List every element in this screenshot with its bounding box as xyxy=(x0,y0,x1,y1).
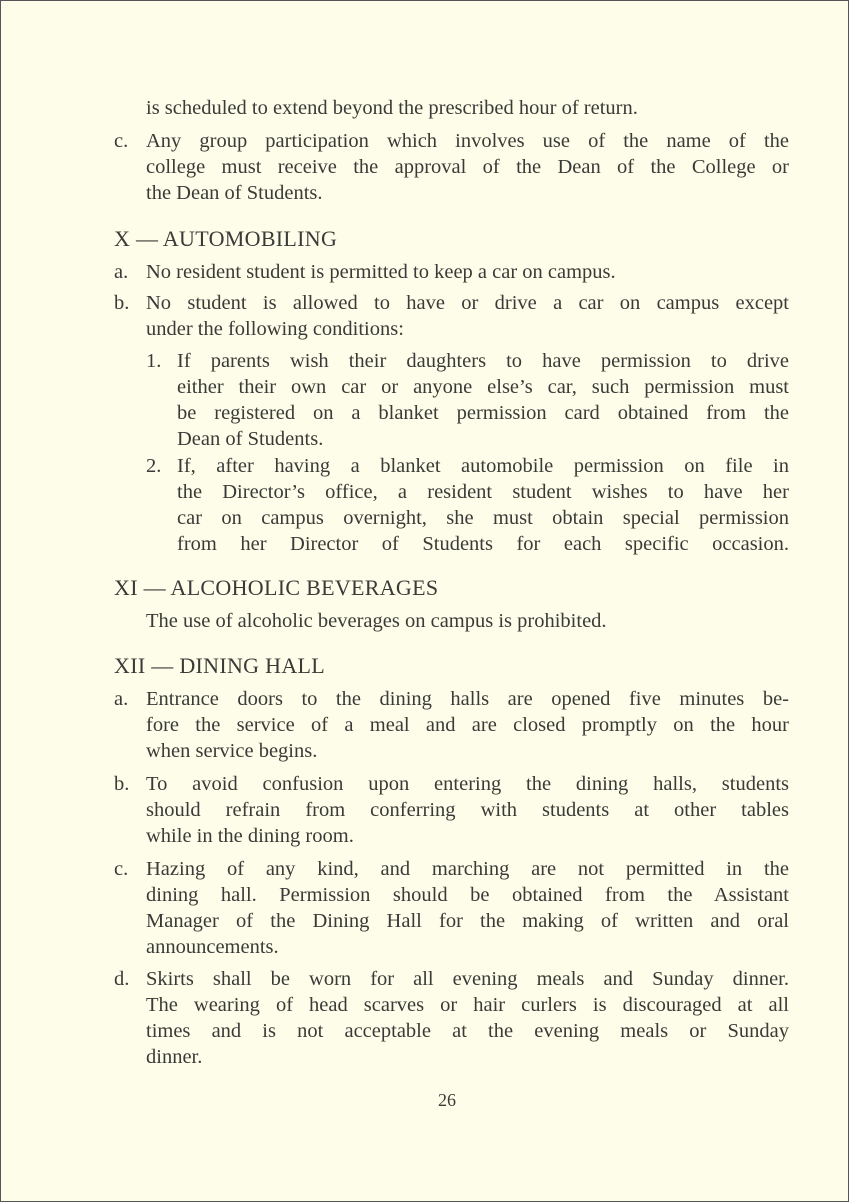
section-x-sub2-line-3: car on campus overnight, she must obtain special permission xyxy=(177,507,789,529)
section-x-a-label: a. xyxy=(114,261,129,283)
section-x-sub2-label: 2. xyxy=(146,455,162,477)
section-x-sub2-line-2: the Director’s office, a resident student wishes to have her xyxy=(177,481,789,503)
section-xii-c-line-2: dining hall. Permission should be obtained from the Assistant xyxy=(146,884,789,906)
section-xi-heading: XI — ALCOHOLIC BEVERAGES xyxy=(114,575,439,600)
section-x-heading: X — AUTOMOBILING xyxy=(114,226,338,251)
section-xii-d-line-1: Skirts shall be worn for all evening meals and Sunday dinner. xyxy=(146,968,789,990)
section-x-sub2-line-1: If, after having a blanket automobile permission on file in xyxy=(177,455,789,477)
section-xii-heading: XII — DINING HALL xyxy=(114,653,325,678)
item-c-label: c. xyxy=(114,130,129,152)
section-xii-c-line-1: Hazing of any kind, and marching are not permitted in the xyxy=(146,858,789,880)
section-x-sub1-line-2: either their own car or anyone else’s car, such permission must xyxy=(177,376,789,398)
section-xii-c-line-3: Manager of the Dining Hall for the making of written and oral xyxy=(146,910,789,932)
section-xii-a-line-3: when service begins. xyxy=(146,740,318,762)
section-xii-b-line-1: To avoid confusion upon entering the dining halls, students xyxy=(146,773,789,795)
section-xii-b-line-3: while in the dining room. xyxy=(146,825,354,847)
item-c-line-3: the Dean of Students. xyxy=(146,182,323,204)
section-xii-d-line-3: times and is not acceptable at the evening meals or Sunday xyxy=(146,1020,789,1042)
section-x-b-line-2: under the following conditions: xyxy=(146,318,404,340)
section-xii-a-label: a. xyxy=(114,688,129,710)
section-xii-c-line-4: announcements. xyxy=(146,936,279,958)
section-xii-c-label: c. xyxy=(114,858,129,880)
section-x-sub1-label: 1. xyxy=(146,350,162,372)
section-x-b-label: b. xyxy=(114,292,130,314)
section-xi-text: The use of alcoholic beverages on campus is prohibited. xyxy=(146,610,607,632)
section-x-sub2-line-4: from her Director of Students for each specific occasion. xyxy=(177,533,789,555)
section-x-a-line-1: No resident student is permitted to keep a car on campus. xyxy=(146,261,616,283)
section-x-b-line-1: No student is allowed to have or drive a car on campus except xyxy=(146,292,789,314)
section-xii-a-line-2: fore the service of a meal and are closed promptly on the hour xyxy=(146,714,789,736)
section-x-sub1-line-1: If parents wish their daughters to have permission to drive xyxy=(177,350,789,372)
item-c-line-2: college must receive the approval of the Dean of the College or xyxy=(146,156,789,178)
section-x-sub1-line-4: Dean of Students. xyxy=(177,428,324,450)
section-xii-d-line-2: The wearing of head scarves or hair curlers is discouraged at all xyxy=(146,994,789,1016)
section-xii-a-line-1: Entrance doors to the dining halls are opened five minutes be- xyxy=(146,688,789,710)
section-xii-d-line-4: dinner. xyxy=(146,1046,203,1068)
continuation-text: is scheduled to extend beyond the prescribed hour of return. xyxy=(146,97,638,119)
section-x-sub1-line-3: be registered on a blanket permission card obtained from the xyxy=(177,402,789,424)
item-c-line-1: Any group participation which involves use of the name of the xyxy=(146,130,789,152)
section-xii-b-line-2: should refrain from conferring with students at other tables xyxy=(146,799,789,821)
section-xii-d-label: d. xyxy=(114,968,130,990)
page-number: 26 xyxy=(438,1090,456,1110)
section-xii-b-label: b. xyxy=(114,773,130,795)
